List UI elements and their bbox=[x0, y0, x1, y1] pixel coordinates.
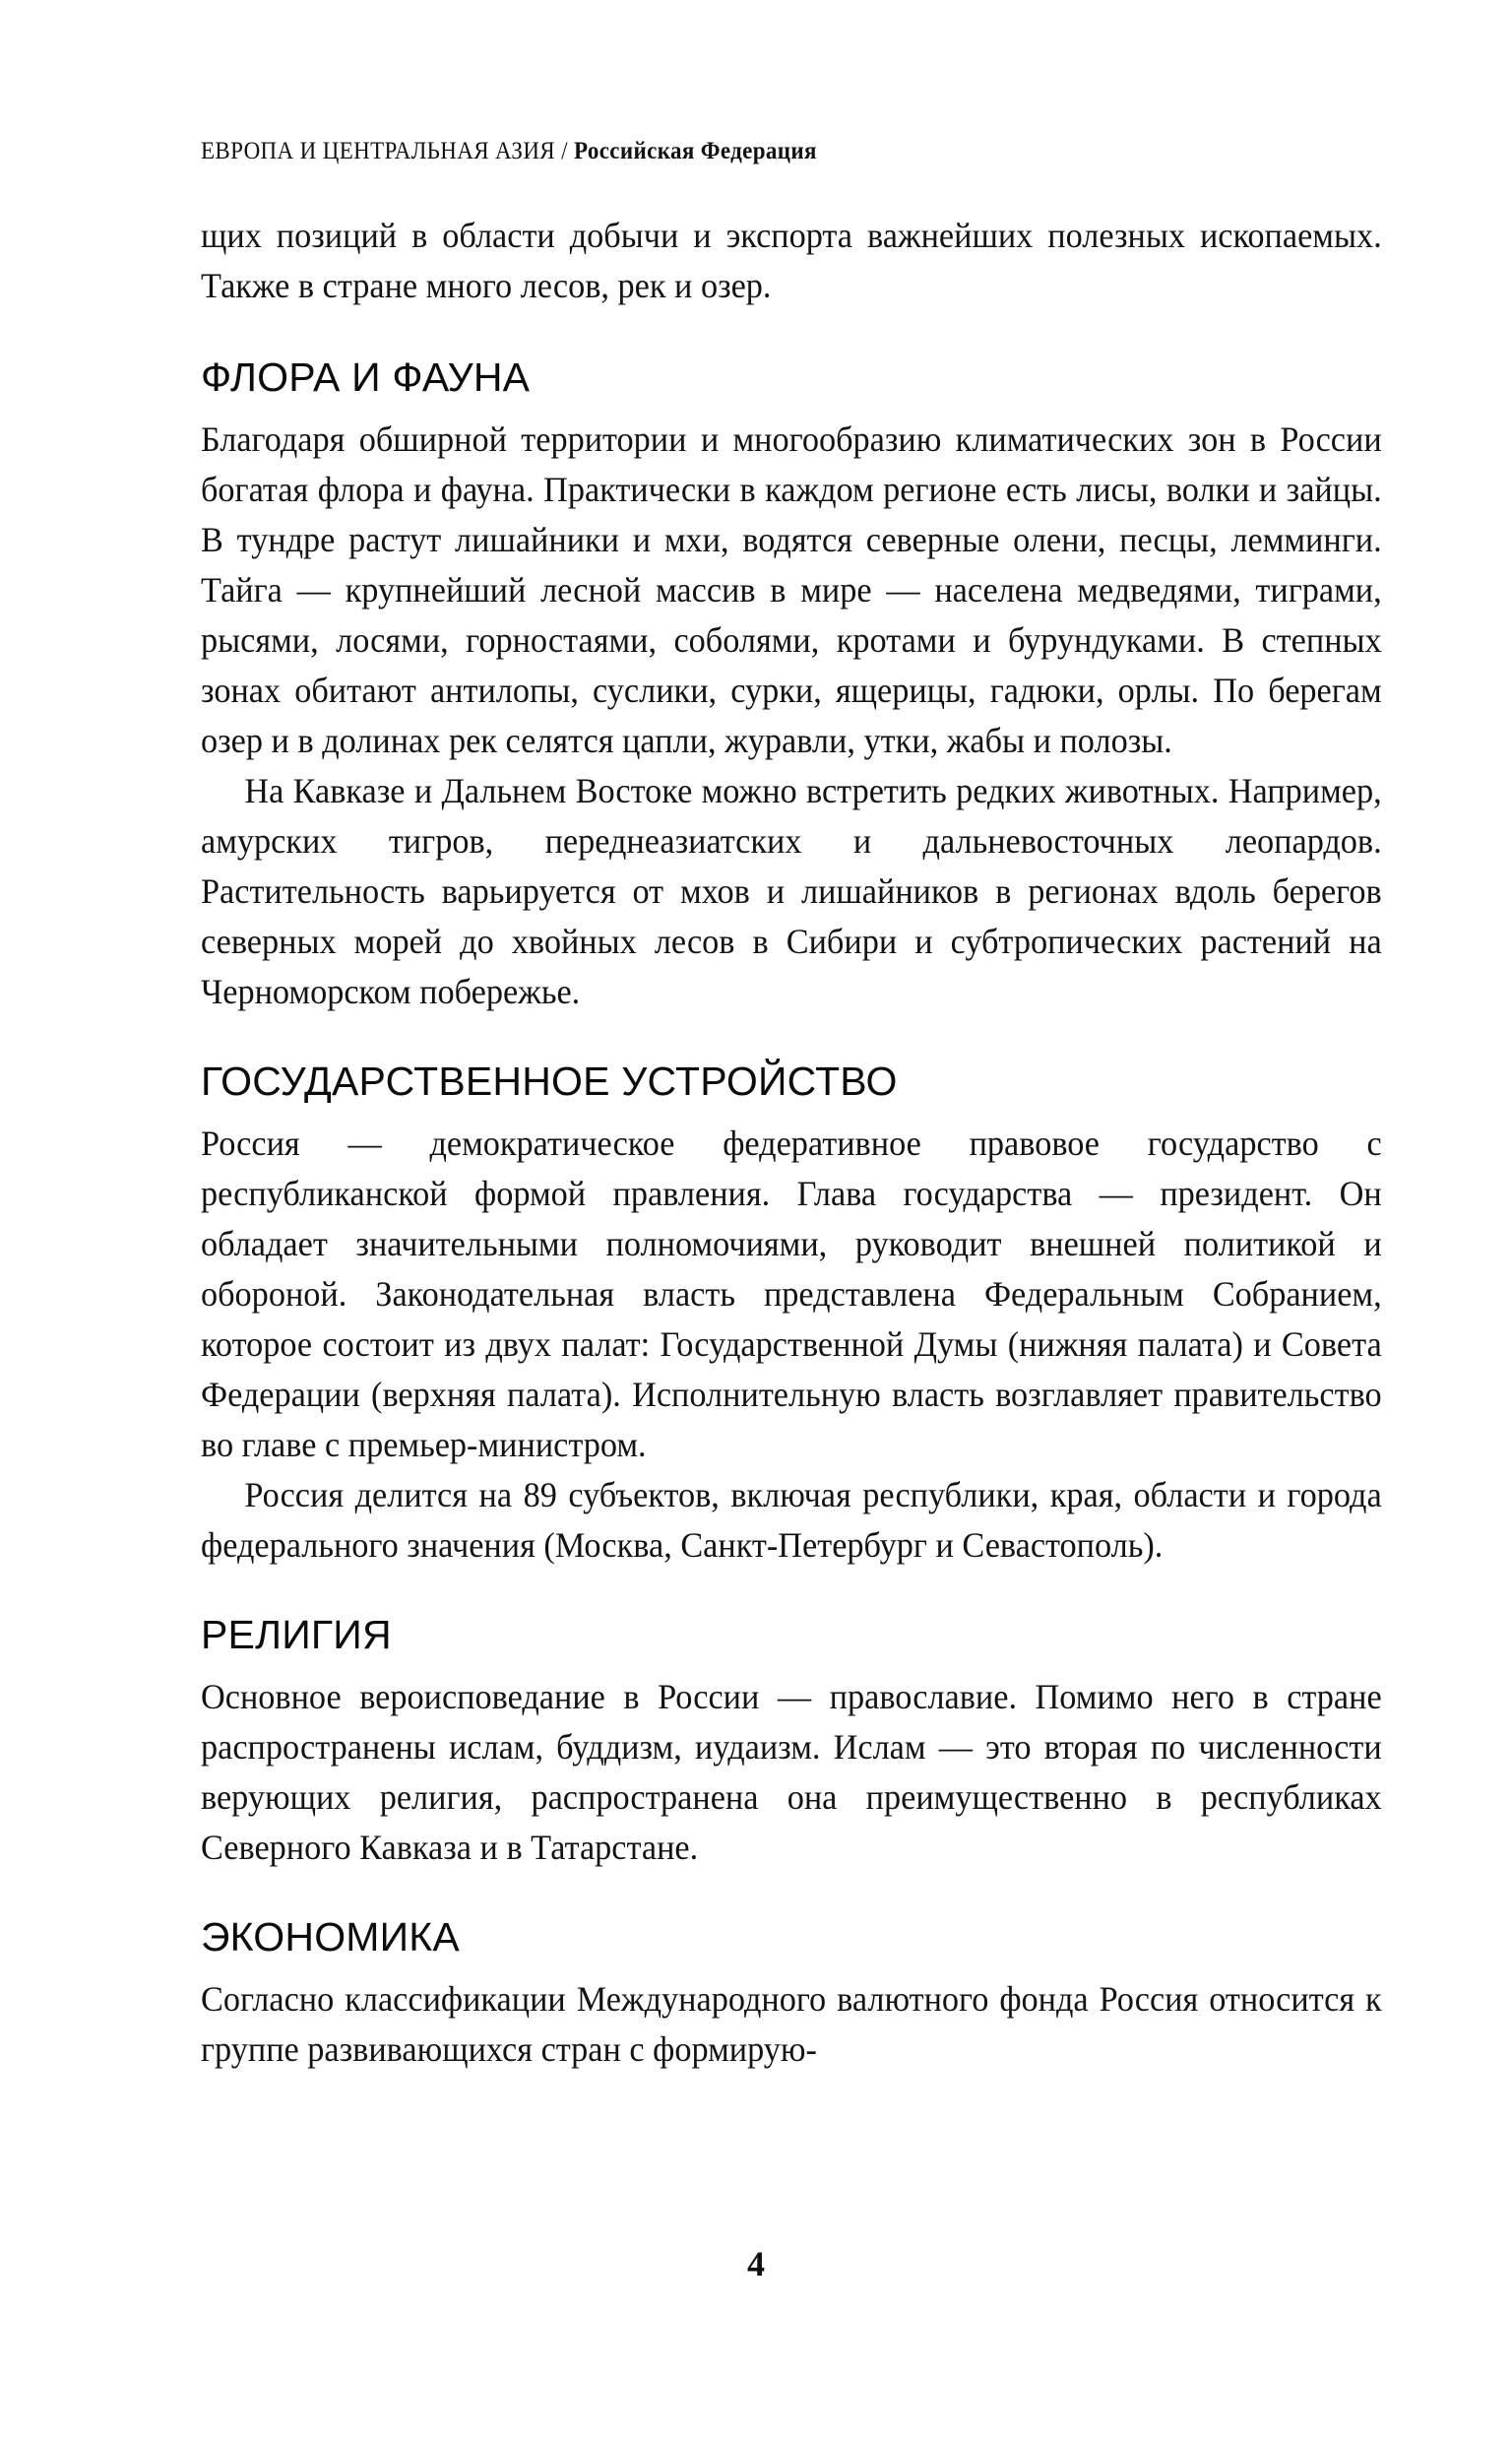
section-heading-religion: РЕЛИГИЯ bbox=[201, 1612, 392, 1658]
paragraph-state-structure-2: Россия делится на 89 субъектов, включая республики, края, области и города федерального значения (Москва, Санкт-Петербург и Севастополь). bbox=[201, 1475, 1382, 1566]
continued-paragraph: щих позиций в области добычи и экспорта важнейших полезных ископаемых. Также в стране много лесов, рек и озер. bbox=[201, 216, 1382, 305]
running-head-country: Российская Федерация bbox=[574, 138, 817, 164]
running-head-region: ЕВРОПА И ЦЕНТРАЛЬНАЯ АЗИЯ bbox=[201, 138, 556, 164]
paragraph-flora-fauna-1: Благодаря обширной территории и многообразию климатических зон в России богатая флора и фауна. Практически в каждом регионе есть лисы, волки и зайцы. В тундре растут лишайники и мхи, водятся северные олени, песцы, лемминги. Тайга — крупнейший лесной массив в мире — населена медведями, тиграми, рысями, лосями, горностаями, соболями, кротами и бурундуками. В степных зонах обитают антилопы, суслики, сурки, ящерицы, гадюки, орлы. По берегам озер и в долинах рек селятся цапли, журавли, утки, жабы и полозы. bbox=[201, 419, 1382, 761]
running-head bbox=[201, 138, 1288, 165]
paragraph-state-structure-1: Россия — демократическое федеративное правовое государство с республиканской формой правления. Глава государства — президент. Он обладает значительными полномочиями, руководит внешней политикой и обороной. Законодательная власть представлена Федеральным Собранием, которое состоит из двух палат: Государственной Думы (нижняя палата) и Совета Федерации (верхняя палата). Исполнительную власть возглавляет правительство во главе с премьер-министром. bbox=[201, 1124, 1382, 1465]
section-heading-flora-fauna: ФЛОРА И ФАУНА bbox=[201, 354, 531, 400]
paragraph-economy-1: Согласно классификации Международного валютного фонда Россия относится к группе развивающихся стран с формирую- bbox=[201, 1979, 1382, 2070]
page-content bbox=[201, 138, 1382, 2075]
page-number: 4 bbox=[747, 2244, 765, 2283]
paragraph-flora-fauna-2: На Кавказе и Дальнем Востоке можно встретить редких животных. Например, амурских тигров, переднеазиатских и дальневосточных леопардов. Растительность варьируется от мхов и лишайников в регионах вдоль берегов северных морей до хвойных лесов в Сибири и субтропических растений на Черноморском побережье. bbox=[201, 771, 1382, 1012]
paragraph-religion-1: Основное вероисповедание в России — православие. Помимо него в стране распространены ислам, буддизм, иудаизм. Ислам — это вторая по численности верующих религия, распространена она преимущественно в республиках Северного Кавказа и в Татарстане. bbox=[201, 1677, 1382, 1868]
section-heading-economy: ЭКОНОМИКА bbox=[201, 1914, 460, 1961]
running-head-separator: / bbox=[555, 138, 575, 164]
section-heading-state-structure: ГОСУДАРСТВЕННОЕ УСТРОЙСТВО bbox=[201, 1059, 898, 1105]
